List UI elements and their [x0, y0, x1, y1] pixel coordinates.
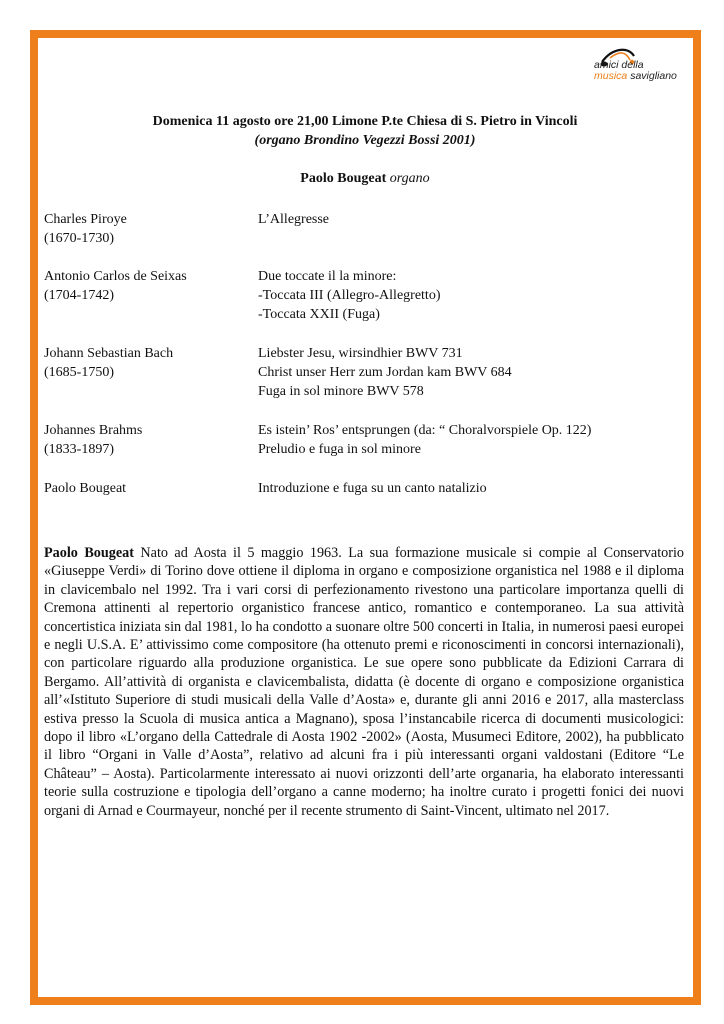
- logo-line-1: amici della: [594, 59, 644, 71]
- bio-name: Paolo Bougeat: [44, 545, 134, 561]
- work-title: Preludio e fuga in sol minore: [258, 442, 421, 457]
- composer-name: Charles Piroye: [44, 212, 127, 227]
- composer-dates: (1833-1897): [44, 442, 114, 457]
- work-title: Introduzione e fuga su un canto natalizio: [258, 481, 487, 496]
- work-title: Liebster Jesu, wirsindhier BWV 731: [258, 346, 463, 361]
- composer-name: Johannes Brahms: [44, 423, 143, 438]
- logo-text: [594, 60, 677, 82]
- composer-dates: (1704-1742): [44, 288, 114, 303]
- work-title: L’Allegresse: [258, 212, 330, 227]
- work-title: Christ unser Herr zum Jordan kam BWV 684: [258, 365, 512, 380]
- performer-name: Paolo Bougeat: [300, 171, 387, 186]
- composer-name: Johann Sebastian Bach: [44, 346, 174, 361]
- composer-name: Paolo Bougeat: [44, 481, 127, 496]
- work-title: -Toccata XXII (Fuga): [258, 307, 380, 322]
- performer-line: [60, 169, 670, 188]
- work-title: Due toccate il la minore:: [258, 269, 397, 284]
- concert-date-venue: Domenica 11 agosto ore 21,00 Limone P.te Chiesa di S. Pietro in Vincoli: [152, 114, 578, 129]
- composer-dates: (1685-1750): [44, 365, 114, 380]
- work-title: Fuga in sol minore BWV 578: [258, 384, 424, 399]
- composer-dates: (1670-1730): [44, 231, 114, 246]
- work-title: -Toccata III (Allegro-Allegretto): [258, 288, 441, 303]
- organ-info: (organo Brondino Vegezzi Bossi 2001): [254, 133, 476, 148]
- logo-line-2: musica: [594, 70, 628, 82]
- bio-text: Nato ad Aosta il 5 maggio 1963. La sua formazione musicale si compie al Conservatorio «Giuseppe Verdi» di Torino dove ottiene il diploma in organo e composizione organistica nel 1988 e il diploma in clavicembalo nel 1992. Tra i vari corsi di perfezionamento rivestono una particolare importanza quelli di Cremona attinenti al repertorio organistico francese antico, romantico e contemporaneo. La sua attività concertistica iniziata sin dal 1981, lo ha condotto a suonare oltre 500 concerti in Italia, in numerosi paesi europei e negli U.S.A. E’ attivissimo come compositore (ha ottenuto premi e riconoscimenti in concorsi internazionali), con particolare riguardo alla produzione organistica. Le sue opere sono pubblicate da Edizioni Carrara di Bergamo. All’attività di organista e clavicembalista, didatta (è docente di organo e composizione organistica all’«Istituto Superiore di studi musicali della Valle d’Aosta» e, durante gli anni 2016 e 2017, alla masterclass estiva presso la Scuola di musica antica a Magnano), sposa l’instancabile ricerca di documenti musicologici: dopo il libro «L’organo della Cattedrale di Aosta 1902 -2002» (Aosta, Musumeci Editore, 2002), ha pubblicato il libro “Organi in Valle d’Aosta”, relativo ad alcuni fra i più interessanti organi valdostani (Editore “Le Château” – Aosta). Particolarmente interessato ai nuovi orizzonti dell’arte organaria, ha elaborato interessanti teorie sulla costruzione e tipologia dell’organo a canne moderno; ha inoltre curato i progetti fonici dei nuovi organi di Arnad e Courmayeur, nonché per il recente strumento di Saint-Vincent, ultimato nel 2017.: [44, 545, 684, 819]
- biography: [44, 544, 684, 820]
- logo-line-3: savigliano: [630, 70, 677, 82]
- work-title: Es istein’ Ros’ entsprungen (da: “ Choralvorspiele Op. 122): [258, 423, 592, 438]
- composer-name: Antonio Carlos de Seixas: [44, 269, 187, 284]
- performer-role: organo: [389, 171, 430, 186]
